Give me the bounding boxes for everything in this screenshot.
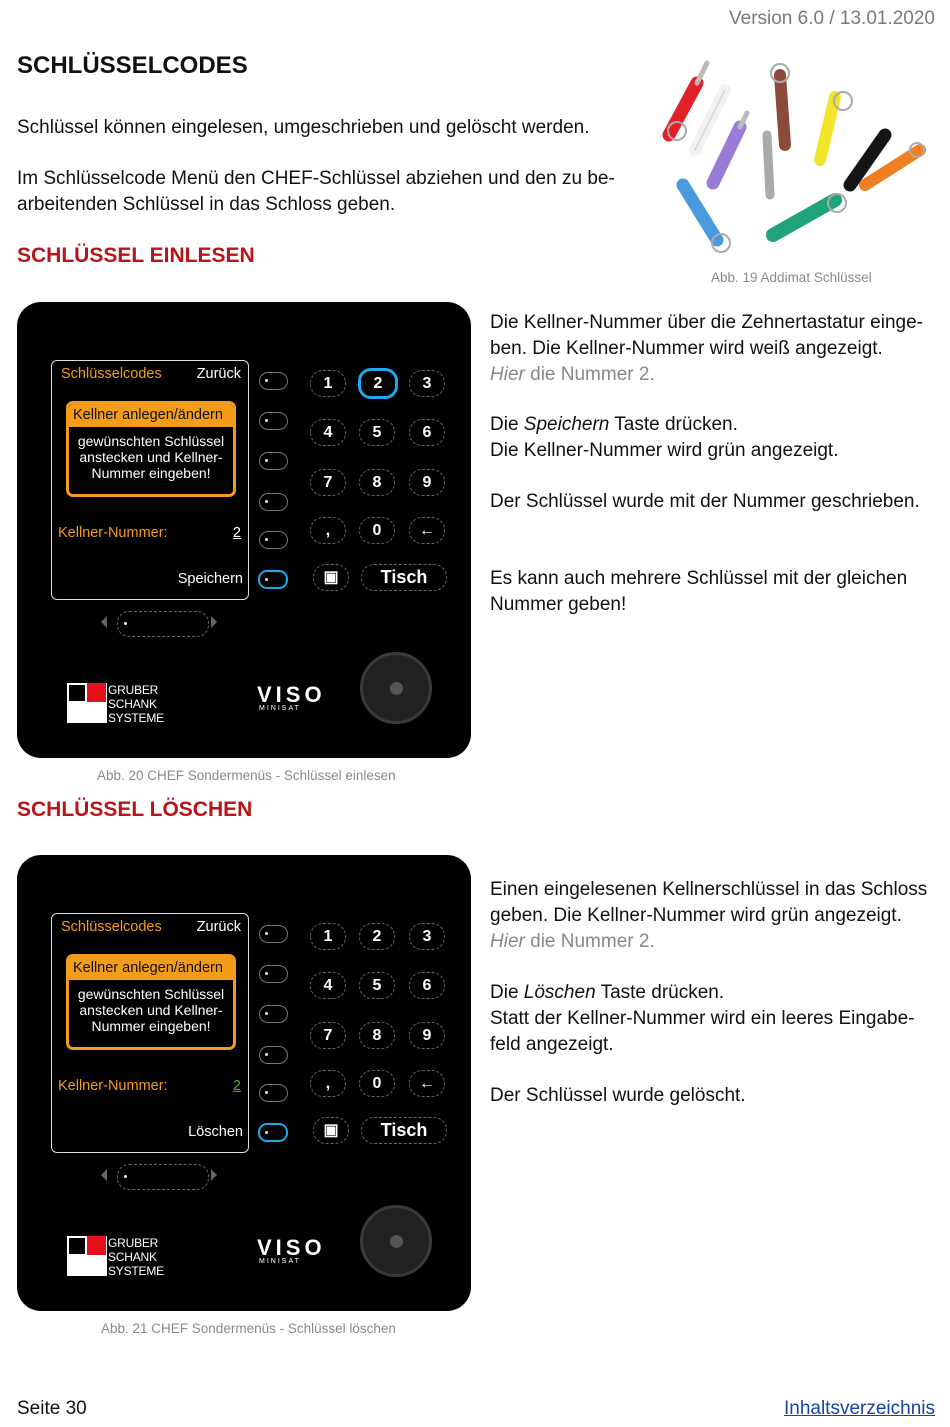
dialog-line-3: Nummer eingeben! (91, 1018, 211, 1034)
nav-right-arrow-icon (211, 616, 217, 628)
brand-line-1: GRUBER (108, 1236, 159, 1250)
brand-line-2: SCHANK (108, 697, 157, 711)
key-8[interactable]: 8 (359, 469, 395, 496)
addimat-keys-image (655, 55, 935, 260)
dialog-message (69, 427, 233, 481)
key-9[interactable]: 9 (409, 1022, 445, 1049)
die-text: Die (490, 982, 524, 1003)
screen-back-label: Zurück (196, 919, 241, 935)
key-cursor[interactable]: ▣ (313, 564, 349, 591)
key-8[interactable]: 8 (359, 1022, 395, 1049)
figure-21-caption: Abb. 21 CHEF Sondermenüs - Schlüssel löschen (101, 1321, 396, 1336)
nav-right-arrow-icon (211, 1169, 217, 1181)
key-2[interactable]: 2 (359, 923, 395, 950)
einlesen-text-line-8: Nummer geben! (490, 594, 627, 615)
logo-red-square (87, 1236, 106, 1255)
screen-title: Schlüsselcodes (61, 919, 162, 935)
loeschen-text-line-2: geben. Die Kellner-Nummer wird grün angezeigt. (490, 905, 902, 926)
brand-line-3: SYSTEME (108, 711, 164, 725)
einlesen-text-line-6: Der Schlüssel wurde mit der Nummer geschrieben. (490, 491, 920, 512)
dialog-title: Kellner anlegen/ändern (69, 957, 233, 980)
hier-italic: Hier (490, 931, 525, 952)
viso-logo: VISO (257, 682, 326, 707)
loeschen-italic: Löschen (523, 982, 596, 1003)
loeschen-text-line-4 (490, 980, 724, 1006)
key-0[interactable]: 0 (359, 517, 395, 544)
screen-action-label: Löschen (188, 1124, 243, 1140)
softkey-1[interactable] (259, 372, 288, 390)
einlesen-text-line-2: ben. Die Kellner-Nummer wird weiß angezeigt. (490, 338, 883, 359)
loeschen-text-line-1: Einen eingelesenen Kellnerschlüssel in das Schloss (490, 879, 928, 900)
waiter-number-label: Kellner-Nummer: (58, 1078, 168, 1094)
waiter-number-label: Kellner-Nummer: (58, 525, 168, 541)
logo-black-square (69, 685, 85, 701)
intro-paragraph-1: Schlüssel können eingelesen, umgeschrieben und gelöscht werden. (17, 117, 590, 138)
key-6[interactable]: 6 (409, 419, 445, 446)
figure-20-caption: Abb. 20 CHEF Sondermenüs - Schlüssel einlesen (97, 768, 396, 783)
key-lock (360, 652, 432, 724)
key-comma[interactable]: , (310, 517, 346, 544)
waiter-number-value: 2 (232, 1078, 241, 1094)
page-title: SCHLÜSSELCODES (17, 52, 248, 79)
dialog-line-2: anstecken und Kellner- (79, 1002, 223, 1018)
softkey-action[interactable] (258, 570, 288, 589)
speichern-italic: Speichern (523, 414, 610, 435)
softkey-2[interactable] (259, 965, 288, 983)
key-1[interactable]: 1 (310, 370, 346, 397)
key-comma[interactable]: , (310, 1070, 346, 1097)
key-7[interactable]: 7 (310, 469, 346, 496)
key-7[interactable]: 7 (310, 1022, 346, 1049)
hier-rest: die Nummer 2. (524, 364, 655, 385)
keys-figure-caption: Abb. 19 Addimat Schlüssel (711, 270, 872, 285)
dialog-line-3: Nummer eingeben! (91, 465, 211, 481)
softkey-1[interactable] (259, 925, 288, 943)
softkey-3[interactable] (259, 452, 288, 470)
key-1[interactable]: 1 (310, 923, 346, 950)
softkey-3[interactable] (259, 1005, 288, 1023)
key-tisch[interactable]: Tisch (361, 1117, 447, 1144)
viso-subtitle: MINISAT (259, 1258, 301, 1265)
hier-italic: Hier (490, 364, 525, 385)
loeschen-text-line-7: Der Schlüssel wurde gelöscht. (490, 1085, 746, 1106)
key-0[interactable]: 0 (359, 1070, 395, 1097)
screen-title: Schlüsselcodes (61, 366, 162, 382)
device-panel-loeschen (17, 855, 471, 1311)
taste-text: Taste drücken. (595, 982, 725, 1003)
table-of-contents-link[interactable]: Inhaltsverzeichnis (783, 1398, 935, 1419)
device-screen (51, 360, 249, 600)
key-5[interactable]: 5 (359, 419, 395, 446)
die-text: Die (490, 414, 524, 435)
softkey-4[interactable] (259, 1046, 288, 1064)
logo-red-square (87, 683, 106, 702)
intro-paragraph-2-line-2: arbeitenden Schlüssel in das Schloss geben. (17, 194, 396, 215)
screen-back-label: Zurück (196, 366, 241, 382)
einlesen-text-line-4 (490, 412, 738, 438)
key-tisch[interactable]: Tisch (361, 564, 447, 591)
version-label: Version 6.0 / 13.01.2020 (729, 8, 935, 29)
softkey-action[interactable] (258, 1123, 288, 1142)
softkey-2[interactable] (259, 412, 288, 430)
dialog-line-2: anstecken und Kellner- (79, 449, 223, 465)
viso-logo: VISO (257, 1235, 326, 1260)
key-2[interactable]: 2 (358, 368, 398, 399)
nav-rocker[interactable] (117, 611, 209, 637)
dialog-title: Kellner anlegen/ändern (69, 404, 233, 427)
logo-black-square (69, 1238, 85, 1254)
key-4[interactable]: 4 (310, 419, 346, 446)
brand-line-2: SCHANK (108, 1250, 157, 1264)
nav-rocker[interactable] (117, 1164, 209, 1190)
softkey-4[interactable] (259, 493, 288, 511)
device-panel-einlesen (17, 302, 471, 758)
softkey-5[interactable] (259, 1084, 288, 1102)
dialog-message (69, 980, 233, 1034)
loeschen-text-line-5: Statt der Kellner-Nummer wird ein leeres Eingabe- (490, 1008, 915, 1029)
taste-text: Taste drücken. (609, 414, 738, 435)
loeschen-text-line-3 (490, 929, 655, 955)
waiter-number-value: 2 (232, 525, 241, 541)
key-backspace[interactable]: ← (409, 1070, 445, 1097)
screen-action-label: Speichern (177, 571, 243, 587)
key-lock (360, 1205, 432, 1277)
dialog-line-1: gewünschten Schlüssel (77, 986, 225, 1002)
device-screen (51, 913, 249, 1153)
page-number: Seite 30 (17, 1398, 87, 1419)
key-4[interactable]: 4 (310, 972, 346, 999)
key-3[interactable]: 3 (409, 923, 445, 950)
screen-dialog (66, 401, 236, 497)
brand-line-3: SYSTEME (108, 1264, 164, 1278)
dialog-line-1: gewünschten Schlüssel (77, 433, 225, 449)
key-backspace[interactable]: ← (409, 517, 445, 544)
screen-dialog (66, 954, 236, 1050)
section-heading-einlesen: SCHLÜSSEL EINLESEN (17, 244, 255, 267)
hier-rest: die Nummer 2. (524, 931, 655, 952)
einlesen-text-line-1: Die Kellner-Nummer über die Zehnertastatur einge- (490, 312, 923, 333)
brand-line-1: GRUBER (108, 683, 159, 697)
nav-left-arrow-icon (101, 616, 107, 628)
intro-paragraph-2-line-1: Im Schlüsselcode Menü den CHEF-Schlüssel abziehen und den zu be- (17, 168, 615, 189)
section-heading-loeschen: SCHLÜSSEL LÖSCHEN (17, 798, 253, 821)
brand-text (108, 683, 164, 725)
viso-subtitle: MINISAT (259, 705, 301, 712)
einlesen-text-line-5: Die Kellner-Nummer wird grün angezeigt. (490, 440, 839, 461)
key-cursor[interactable]: ▣ (313, 1117, 349, 1144)
loeschen-text-line-6: feld angezeigt. (490, 1034, 614, 1055)
key-6[interactable]: 6 (409, 972, 445, 999)
einlesen-text-line-3 (490, 362, 655, 388)
nav-left-arrow-icon (101, 1169, 107, 1181)
brand-text (108, 1236, 164, 1278)
einlesen-text-line-7: Es kann auch mehrere Schlüssel mit der gleichen (490, 568, 908, 589)
key-5[interactable]: 5 (359, 972, 395, 999)
key-9[interactable]: 9 (409, 469, 445, 496)
key-3[interactable]: 3 (409, 370, 445, 397)
softkey-5[interactable] (259, 531, 288, 549)
